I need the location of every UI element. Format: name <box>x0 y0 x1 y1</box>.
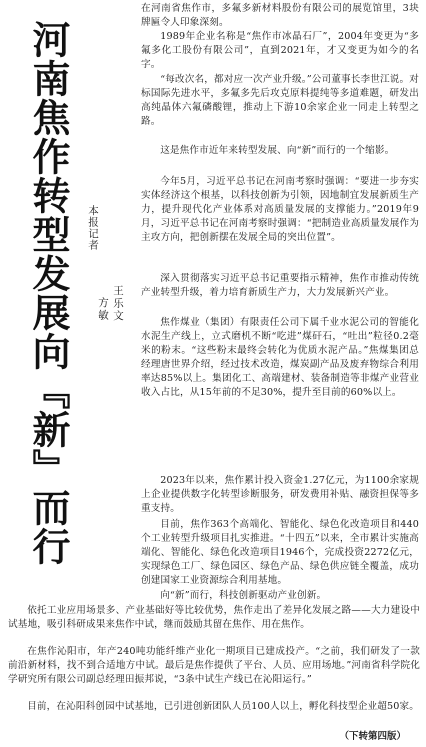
paragraph-12: 在焦作沁阳市，年产240吨功能纤维产业化一期项目已建成投产。“之前，我们研发了一款前沿新材料，找不到合适地方中试。最后是焦作提供了平台、人员、应用场地。”河南省科学院化学研究所有限公司副总经理田振邦说，“3条中试生产线已在沁阳运行。” <box>8 646 420 686</box>
paragraph-2: 1989年企业名称是“焦作市冰晶石厂”，2004年变更为“多氟多化工股份有限公司”，直到2021年，才又变更为如今的名字。 <box>141 31 419 71</box>
paragraph-10: 向“新”而行，科技创新驱动产业创新。 <box>160 590 327 601</box>
paragraph-6: 深入贯彻落实习近平总书记重要指示精神，焦作市推动传统产业转型升级，着力培育新质生产力，大力发展新兴产业。 <box>141 273 419 299</box>
byline-name-1: 王乐文 <box>112 285 124 323</box>
byline-label: 本报记者 <box>87 205 99 251</box>
paragraph-4: 这是焦作市近年来转型发展、向“新”而行的一个缩影。 <box>160 145 395 156</box>
paragraph-13: 目前，在沁阳科创园中试基地，已引进创新团队人员100人以上，孵化科技型企业超50家。 <box>27 701 419 712</box>
continue-note: （下转第四版） <box>339 731 406 742</box>
byline-name-2: 方敏 <box>97 297 109 322</box>
paragraph-9: 目前，焦作363个高端化、智能化、绿色化改造项目和440个工业转型升级项目扎实推进。“十四五”以来，全市累计实施高端化、智能化、绿色化改造项目1946个，完成投资2272亿元，实现绿色工厂、绿色园区、绿色产品、绿色供应链全覆盖，成功创建国家工业资源综合利用基地。 <box>141 519 419 587</box>
headline: 河南焦作转型发展向『新』而行 <box>26 20 70 566</box>
paragraph-11: 依托工业应用场景多、产业基础好等比较优势，焦作走出了差异化发展之路——大力建设中试基地，吸引科研成果来焦作中试，继而鼓励其留在焦作、用在焦作。 <box>8 605 420 631</box>
paragraph-1: 在河南省焦作市，多氟多新材料股份有限公司的展览馆里，3块牌匾令人印象深刻。 <box>141 3 419 29</box>
paragraph-5: 今年5月，习近平总书记在河南考察时强调：“要进一步夯实实体经济这个根基，以科技创新为引领，因地制宜发展新质生产力，提升现代化产业体系对高质量发展的支撑能力。”2019年9月，习近平总书记在河南考察时强调：“把制造业高质量发展作为主攻方向，把创新摆在发展全局的突出位置”。 <box>141 176 419 244</box>
paragraph-8: 2023年以来，焦作累计投入资金1.27亿元，为1100余家规上企业提供数字化转型诊断服务，研发费用补贴、融资担保等多重支持。 <box>141 475 419 515</box>
paragraph-7: 焦作煤业（集团）有限责任公司下属千业水泥公司的智能化水泥生产线上，立式磨机不断“吃进”煤矸石，“吐出”粒径0.2毫米的粉末。“这些粉末最终会转化为优质水泥产品。”焦煤集团总经理唐世界介绍，经过技术改造，煤炭副产品及废弃物综合利用率达85%以上。集团化工、高端建材、装备制造等非煤产业营业收入占比，从15年前的不足30%，提升至目前的60%以上。 <box>141 317 419 399</box>
byline-names <box>96 285 126 323</box>
paragraph-3: “每改次名，都对应一次产业升级。”公司董事长李世江说。对标国际先进水平，多氟多先后攻克原料提纯等多道难题，研发出高纯晶体六氟磷酸锂，推动上下游10余家企业一同走上转型之路。 <box>141 74 419 128</box>
